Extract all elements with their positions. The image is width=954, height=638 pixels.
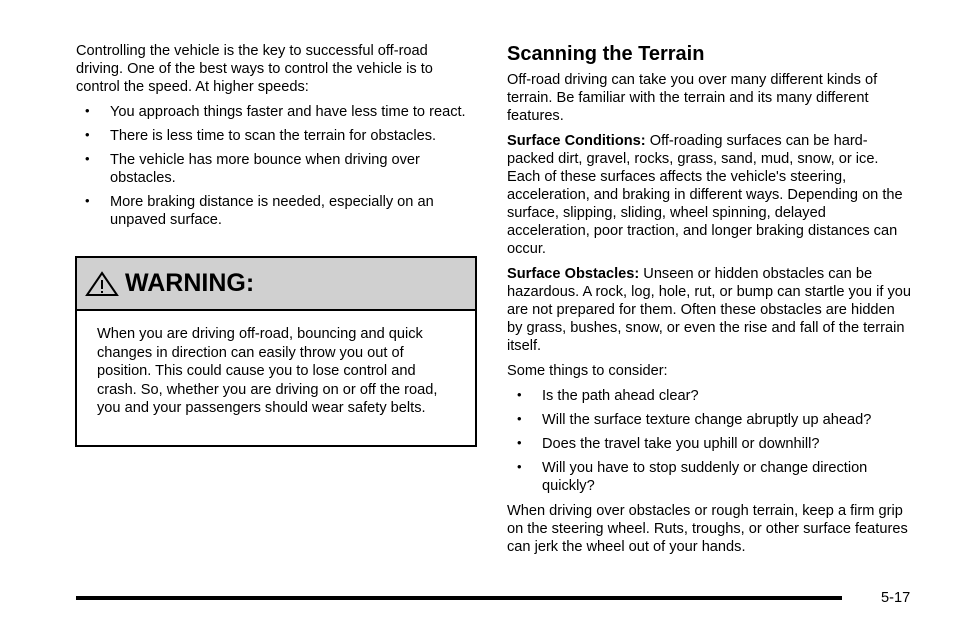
footer-rule: [76, 596, 842, 600]
list-item: • More braking distance is needed, especially on an unpaved surface.: [76, 193, 476, 229]
surface-obstacles-label: Surface Obstacles:: [507, 266, 640, 282]
warning-header: [77, 258, 475, 311]
terrain-intro: Off-road driving can take you over many different kinds of terrain. Be familiar with the terrain and its many different features.: [507, 72, 878, 124]
intro-paragraph: Controlling the vehicle is the key to successful off-road driving. One of the best ways to control the vehicle is to control the speed. At higher speeds:: [76, 43, 433, 95]
list-item: • Is the path ahead clear?: [507, 387, 912, 405]
surface-conditions-text: Off-roading surfaces can be hard-packed dirt, gravel, rocks, grass, sand, mud, snow, or ice. Each of these surfaces affects the vehicle's steering, acceleration, and braking in different ways. Depending on the surface, slipping, sliding, wheel spinning, delayed acceleration, poor traction, and longer braking distances can occur.: [507, 133, 903, 257]
consider-bullet-list: [507, 387, 912, 495]
list-item: • Does the travel take you uphill or downhill?: [507, 435, 912, 453]
surface-conditions-label: Surface Conditions:: [507, 133, 646, 149]
list-item: • Will you have to stop suddenly or change direction quickly?: [507, 459, 912, 495]
surface-obstacles-paragraph: [507, 265, 912, 355]
warning-triangle-icon: [85, 271, 119, 297]
surface-obstacles-text: Unseen or hidden obstacles can be hazardous. A rock, log, hole, rut, or bump can startle you if you are not prepared for them. Often these obstacles are hidden by grass, bushes, snow, or even the rise and fall of the terrain itself.: [507, 266, 911, 354]
section-heading: Scanning the Terrain: [507, 43, 705, 65]
list-item: • There is less time to scan the terrain for obstacles.: [76, 127, 476, 145]
list-item: • The vehicle has more bounce when driving over obstacles.: [76, 151, 476, 187]
page-number: 5-17: [881, 590, 911, 606]
speed-bullet-list: [76, 103, 476, 229]
closing-paragraph: When driving over obstacles or rough terrain, keep a firm grip on the steering wheel. Ruts, troughs, or other surface features can jerk the wheel out of your hands.: [507, 503, 908, 555]
warning-body: When you are driving off-road, bouncing and quick changes in direction can easily throw you out of position. This could cause you to lose control and crash. So, whether you are driving on or off the road, you and your passengers should wear safety belts.: [97, 326, 438, 416]
list-item: • You approach things faster and have less time to react.: [76, 103, 476, 121]
surface-conditions-paragraph: [507, 132, 912, 258]
left-column: [76, 42, 476, 236]
right-column: [507, 42, 912, 563]
list-item: • Will the surface texture change abruptly up ahead?: [507, 411, 912, 429]
consider-intro: Some things to consider:: [507, 363, 668, 379]
warning-title: WARNING:: [125, 269, 255, 297]
warning-box: [75, 256, 477, 447]
